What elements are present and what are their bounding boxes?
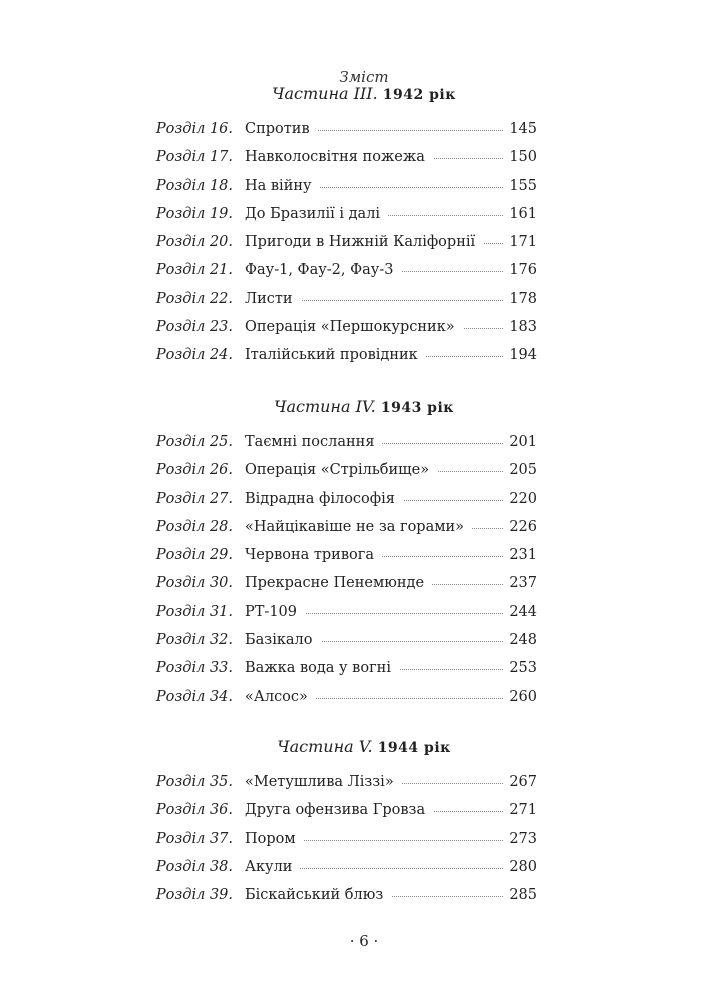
toc-entry[interactable] bbox=[0, 541, 728, 569]
chapter-title: Операція «Першокурсник» bbox=[245, 313, 463, 341]
toc-entry[interactable] bbox=[0, 200, 728, 228]
toc-entry[interactable] bbox=[0, 853, 728, 881]
part-section bbox=[0, 392, 728, 711]
chapter-label: Розділ 16. bbox=[155, 121, 233, 137]
part-section bbox=[0, 79, 728, 370]
chapter-title: Італійський провідник bbox=[245, 341, 426, 369]
toc-entry[interactable] bbox=[0, 428, 728, 456]
chapter-label: Розділ 29. bbox=[155, 547, 233, 564]
toc-entry[interactable] bbox=[0, 598, 728, 626]
toc-entry[interactable] bbox=[0, 796, 728, 824]
part-section bbox=[0, 732, 728, 909]
chapter-page: 285 bbox=[509, 887, 537, 904]
part-label: Частина V. bbox=[277, 737, 373, 756]
chapter-page: 237 bbox=[509, 575, 537, 592]
part-heading bbox=[0, 79, 728, 109]
running-head: Зміст bbox=[339, 68, 389, 86]
chapter-label: Розділ 38. bbox=[155, 858, 233, 875]
chapter-page: 171 bbox=[509, 234, 537, 251]
chapter-label: Розділ 26. bbox=[155, 462, 233, 479]
chapter-label: Розділ 17. bbox=[155, 149, 233, 166]
chapter-label: Розділ 21. bbox=[155, 262, 233, 279]
chapter-page: 226 bbox=[509, 518, 537, 535]
chapter-page: 267 bbox=[509, 774, 537, 790]
chapter-title: Друга офензива Гровза bbox=[245, 796, 433, 824]
part-year: 1943 рік bbox=[380, 400, 454, 416]
chapter-page: 231 bbox=[509, 547, 537, 564]
chapter-label: Розділ 31. bbox=[155, 603, 233, 620]
toc-entry[interactable] bbox=[0, 143, 728, 171]
chapter-title: На війну bbox=[245, 172, 320, 200]
chapter-page: 220 bbox=[509, 490, 537, 507]
chapter-label: Розділ 19. bbox=[155, 205, 233, 222]
toc-entry[interactable] bbox=[0, 683, 728, 711]
toc-entry[interactable] bbox=[0, 654, 728, 682]
chapter-title: Акули bbox=[245, 853, 300, 881]
part-label: Частина III. bbox=[272, 84, 378, 103]
chapter-page: 260 bbox=[509, 688, 537, 705]
chapter-title: Пором bbox=[245, 825, 304, 853]
chapter-title: Відрадна філософія bbox=[245, 485, 403, 513]
toc-entry[interactable] bbox=[0, 172, 728, 200]
chapter-label: Розділ 32. bbox=[155, 632, 233, 649]
chapter-title: Біскайський блюз bbox=[245, 881, 391, 909]
toc-entry[interactable] bbox=[0, 115, 728, 143]
part-year: 1944 рік bbox=[377, 740, 451, 756]
chapter-label: Розділ 34. bbox=[155, 688, 233, 705]
part-heading bbox=[0, 392, 728, 422]
chapter-title: РТ-109 bbox=[245, 598, 305, 626]
chapter-label: Розділ 24. bbox=[155, 347, 233, 364]
chapter-label: Розділ 18. bbox=[155, 177, 233, 194]
chapter-page: 145 bbox=[509, 121, 537, 137]
chapter-title: Навколосвітня пожежа bbox=[245, 143, 433, 171]
chapter-label: Розділ 27. bbox=[155, 490, 233, 507]
chapter-page: 280 bbox=[509, 858, 537, 875]
chapter-title: Прекрасне Пенемюнде bbox=[245, 569, 432, 597]
chapter-page: 201 bbox=[509, 434, 537, 450]
chapter-page: 273 bbox=[509, 830, 537, 847]
toc-entry[interactable] bbox=[0, 285, 728, 313]
chapter-title: «Алсос» bbox=[245, 683, 316, 711]
chapter-page: 161 bbox=[509, 205, 537, 222]
page-number: · 6 · bbox=[349, 932, 379, 950]
chapter-label: Розділ 25. bbox=[155, 434, 233, 450]
part-label: Частина IV. bbox=[274, 397, 376, 416]
chapter-title: Таємні послання bbox=[245, 428, 382, 456]
chapter-title: Важка вода у вогні bbox=[245, 654, 399, 682]
chapter-title: Пригоди в Нижній Каліфорнії bbox=[245, 228, 483, 256]
part-year: 1942 рік bbox=[382, 87, 456, 103]
toc-entry[interactable] bbox=[0, 513, 728, 541]
toc-entry[interactable] bbox=[0, 313, 728, 341]
chapter-label: Розділ 33. bbox=[155, 660, 233, 677]
chapter-page: 183 bbox=[509, 319, 537, 336]
chapter-page: 253 bbox=[509, 660, 537, 677]
chapter-page: 248 bbox=[509, 632, 537, 649]
chapter-page: 205 bbox=[509, 462, 537, 479]
chapter-label: Розділ 37. bbox=[155, 830, 233, 847]
chapter-label: Розділ 35. bbox=[155, 774, 233, 790]
toc-entry[interactable] bbox=[0, 256, 728, 284]
toc-entry[interactable] bbox=[0, 881, 728, 909]
chapter-label: Розділ 39. bbox=[155, 887, 233, 904]
chapter-page: 271 bbox=[509, 802, 537, 819]
chapter-label: Розділ 30. bbox=[155, 575, 233, 592]
chapter-label: Розділ 36. bbox=[155, 802, 233, 819]
chapter-title: Операція «Стрільбище» bbox=[245, 456, 437, 484]
chapter-page: 178 bbox=[509, 290, 537, 307]
chapter-title: «Метушлива Ліззі» bbox=[245, 768, 402, 796]
toc-entry[interactable] bbox=[0, 569, 728, 597]
chapter-label: Розділ 28. bbox=[155, 518, 233, 535]
chapter-page: 150 bbox=[509, 149, 537, 166]
chapter-title: Спротив bbox=[245, 115, 318, 143]
toc-entry[interactable] bbox=[0, 825, 728, 853]
chapter-page: 244 bbox=[509, 603, 537, 620]
chapter-title: «Найцікавіше не за горами» bbox=[245, 513, 472, 541]
chapter-page: 194 bbox=[509, 347, 537, 364]
chapter-page: 176 bbox=[509, 262, 537, 279]
part-heading bbox=[0, 732, 728, 762]
chapter-title: Базікало bbox=[245, 626, 321, 654]
chapter-label: Розділ 22. bbox=[155, 290, 233, 307]
chapter-page: 155 bbox=[509, 177, 537, 194]
toc-entry[interactable] bbox=[0, 626, 728, 654]
toc-entry[interactable] bbox=[0, 485, 728, 513]
chapter-title: До Бразилії і далі bbox=[245, 200, 388, 228]
chapter-label: Розділ 20. bbox=[155, 234, 233, 251]
chapter-title: Фау-1, Фау-2, Фау-3 bbox=[245, 256, 401, 284]
chapter-title: Листи bbox=[245, 285, 301, 313]
chapter-label: Розділ 23. bbox=[155, 319, 233, 336]
chapter-title: Червона тривога bbox=[245, 541, 382, 569]
toc-entry[interactable] bbox=[0, 341, 728, 369]
toc-entry[interactable] bbox=[0, 456, 728, 484]
toc-entry[interactable] bbox=[0, 768, 728, 796]
toc-entry[interactable] bbox=[0, 228, 728, 256]
